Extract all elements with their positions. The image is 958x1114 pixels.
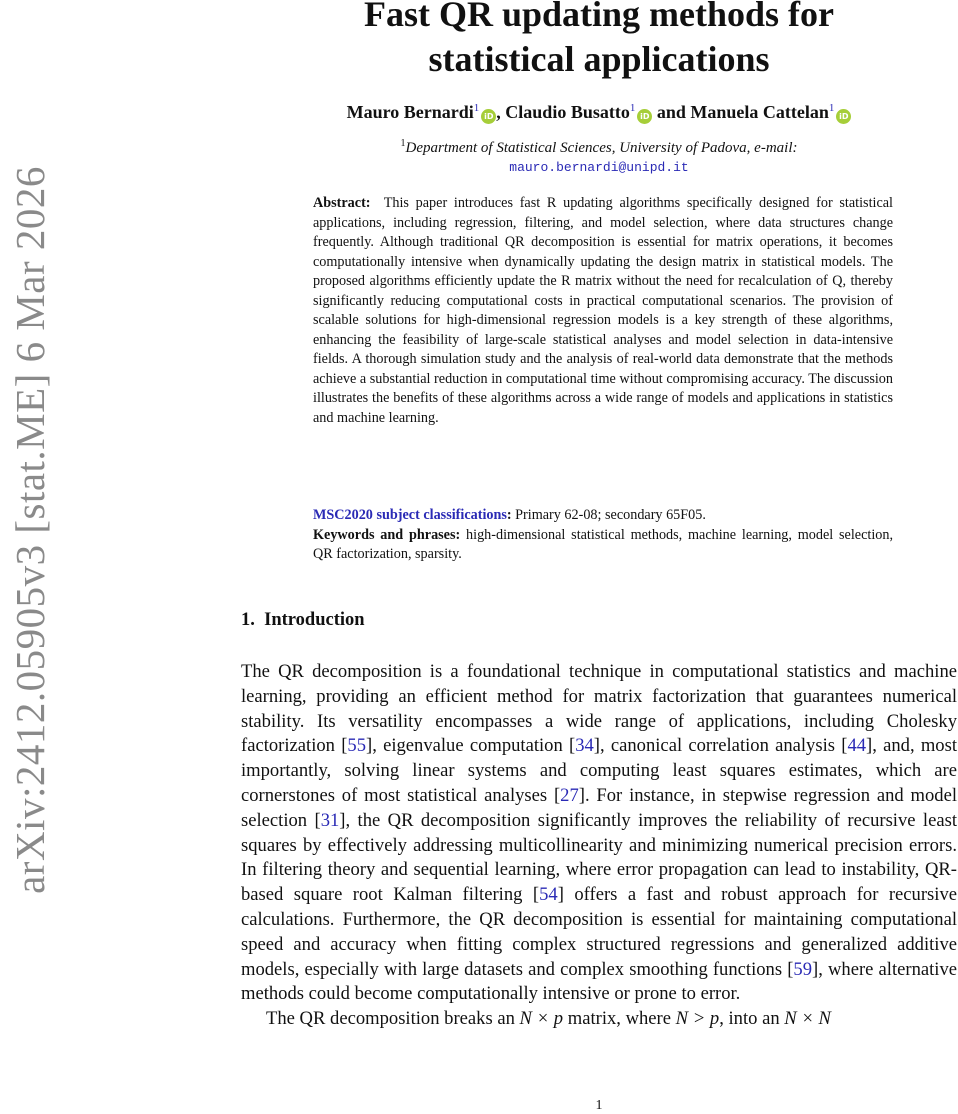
author-affiliation-mark: 1 xyxy=(828,102,835,114)
citation-link[interactable]: [31] xyxy=(314,809,346,831)
page-number: 1 xyxy=(595,1098,603,1113)
math-expression: N > p xyxy=(675,1008,720,1030)
math-expression: N × p xyxy=(519,1008,564,1030)
author-name: Mauro Bernardi xyxy=(346,102,474,122)
msc-line xyxy=(313,506,893,526)
author-affiliation-mark: 1 xyxy=(473,102,480,114)
keywords-text: high-dimensional statistical methods, machine learning, model selection, QR factorization, sparsity. xyxy=(313,526,897,562)
paragraph: The QR decomposition is a foundational technique in computational statistics and machine learning, providing an efficient method for matrix factorization that guarantees numerical stability. Its versatility encompasses a wide range of applications, including Cholesky factorization [55], eigenvalue computation [34], canonical correlation analysis [44], and, most importantly, solving linear systems and computing least squares estimates, which are cornerstones of most statistical analyses [27]. For instance, in stepwise regression and model selection [31], the QR decomposition significantly improves the reliability of recursive least squares by effectively addressing multicollinearity and minimizing numerical precision errors. In filtering theory and sequential learning, where error propagation can lead to instability, QR-based square root Kalman filtering [54] offers a fast and robust approach for recursive calculations. Furthermore, the QR decomposition is essential for maintaining computational speed and accuracy when fitting complex structured regressions and generalized additive models, especially with large datasets and complex smoothing functions [59], where alternative methods could become computationally intensive or prone to error. xyxy=(241,661,957,1005)
abstract-text: This paper introduces fast R updating algorithms specifically designed for statistical applications, including regression, filtering, and model selection, where data structures change frequently. Although traditional QR decomposition is essential for matrix operations, it becomes computationally intensive when dynamically updating the design matrix in statistical models. The proposed algorithms efficiently update the R matrix without the need for recalculation of Q, thereby significantly reducing computational costs in practical computational scenarios. The provision of scalable solutions for high-dimensional regression models is a key strength of these algorithms, enhancing the feasibility of large-scale statistical analyses and model selection in data-intensive fields. A thorough simulation study and the analysis of real-world data demonstrate that the methods achieve a substantial reduction in computational time without compromising accuracy. The discussion illustrates the benefits of these algorithms across a wide range of models and applications in statistics and machine learning. xyxy=(313,195,893,426)
paper-title xyxy=(240,0,958,82)
orcid-icon[interactable]: iD xyxy=(481,109,496,124)
citation-link[interactable]: [59] xyxy=(787,958,819,980)
orcid-icon[interactable]: iD xyxy=(836,109,851,124)
citation-link[interactable]: [44] xyxy=(841,735,873,757)
abstract-label: Abstract: xyxy=(313,195,371,211)
title-line-2: statistical applications xyxy=(428,39,770,79)
author-list xyxy=(240,102,958,124)
arxiv-identifier-stamp xyxy=(8,160,52,900)
author-name: Manuela Cattelan xyxy=(690,102,829,122)
introduction-body xyxy=(241,660,957,1032)
paragraph: The QR decomposition breaks an N × p matrix, where N > p, into an N × N xyxy=(266,1008,831,1030)
citation-link[interactable]: [34] xyxy=(569,735,600,757)
classification-block xyxy=(313,506,897,565)
section-title: Introduction xyxy=(264,610,365,630)
math-expression: N × N xyxy=(784,1008,831,1030)
msc-text: Primary 62-08; secondary 65F05. xyxy=(511,507,706,523)
msc-colon: : xyxy=(506,507,512,523)
author-separator: and xyxy=(652,102,691,122)
title-line-1: Fast QR updating methods for xyxy=(363,0,835,34)
affiliation-mark: 1 xyxy=(400,138,406,149)
keywords-line xyxy=(313,526,897,565)
affiliation-text: Department of Statistical Sciences, University of Padova, e-mail: xyxy=(405,140,798,156)
author-email-link[interactable]: mauro.bernardi@unipd.it xyxy=(509,160,689,175)
affiliation xyxy=(240,138,958,157)
author-separator: , xyxy=(496,102,506,122)
orcid-icon[interactable]: iD xyxy=(637,109,652,124)
citation-link[interactable]: [27] xyxy=(553,784,585,806)
msc-classifications-link[interactable]: MSC2020 subject classifications xyxy=(313,507,507,523)
author-affiliation-mark: 1 xyxy=(629,102,636,114)
citation-link[interactable]: [54] xyxy=(532,884,564,906)
arxiv-stamp-text: arXiv:2412.05905v3 [stat.ME] 6 Mar 2026 xyxy=(7,166,53,894)
keywords-label: Keywords and phrases: xyxy=(313,526,461,543)
citation-link[interactable]: [55] xyxy=(341,735,373,757)
author-name: Claudio Busatto xyxy=(505,102,630,122)
section-heading-introduction xyxy=(241,610,365,631)
section-number: 1. xyxy=(241,610,255,630)
abstract xyxy=(313,194,893,428)
